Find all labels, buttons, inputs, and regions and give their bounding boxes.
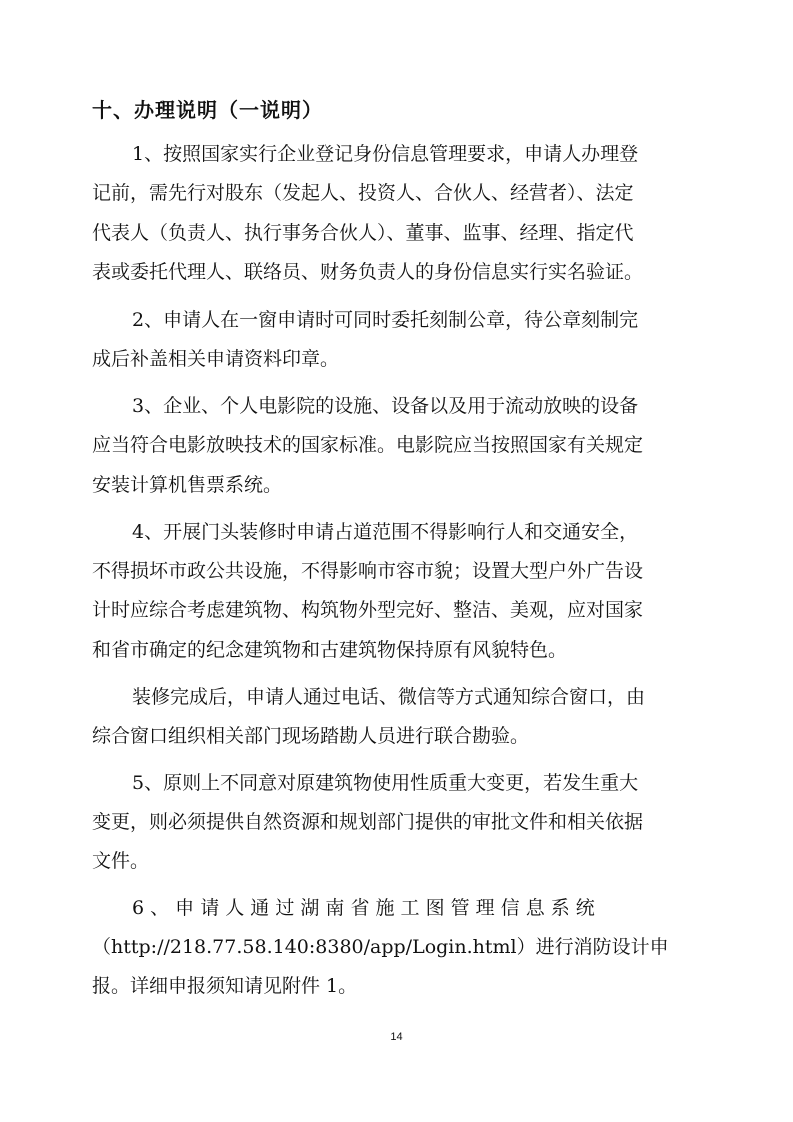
paragraph-line: 装修完成后，申请人通过电话、微信等方式通知综合窗口，由 — [132, 686, 646, 708]
paragraph-line: 表或委托代理人、联络员、财务负责人的身份信息实行实名验证。 — [92, 261, 644, 283]
paragraph-line: 安装计算机售票系统。 — [92, 474, 283, 496]
paragraph-line: 2、申请人在一窗申请时可同时委托刻制公章，待公章刻制完 — [132, 309, 639, 331]
paragraph-line: 6 、 申 请 人 通 过 湖 南 省 施 工 图 管 理 信 息 系 统 — [132, 897, 595, 919]
paragraph-line: 3、企业、个人电影院的设施、设备以及用于流动放映的设备 — [132, 395, 639, 417]
paragraph-line: 计时应综合考虑建筑物、构筑物外型完好、整洁、美观，应对国家 — [92, 599, 644, 621]
paragraph-line: 1、按照国家实行企业登记身份信息管理要求，申请人办理登 — [132, 143, 639, 165]
paragraph-line: 代表人（负责人、执行事务合伙人）、董事、监事、经理、指定代 — [92, 222, 634, 244]
paragraph-line: 报。详细申报须知请见附件 1。 — [92, 975, 358, 997]
section-heading: 十、办理说明（一说明） — [92, 98, 323, 122]
paragraph-line: 5、原则上不同意对原建筑物使用性质重大变更，若发生重大 — [132, 772, 639, 794]
paragraph-line: 文件。 — [92, 850, 150, 872]
paragraph-line: 成后补盖相关申请资料印章。 — [92, 348, 340, 370]
paragraph-line: （http://218.77.58.140:8380/app/Login.html）进行消防设计申 — [92, 936, 669, 958]
paragraph-line: 变更，则必须提供自然资源和规划部门提供的审批文件和相关依据 — [92, 811, 644, 833]
paragraph-line: 4、开展门头装修时申请占道范围不得影响行人和交通安全， — [132, 521, 639, 543]
page-number: 14 — [390, 1031, 403, 1043]
paragraph-line: 和省市确定的纪念建筑物和古建筑物保持原有风貌特色。 — [92, 639, 568, 661]
paragraph-line: 记前，需先行对股东（发起人、投资人、合伙人、经营者）、法定 — [92, 182, 634, 204]
paragraph-line: 应当符合电影放映技术的国家标准。电影院应当按照国家有关规定 — [92, 434, 644, 456]
paragraph-line: 不得损坏市政公共设施，不得影响市容市貌；设置大型户外广告设 — [92, 560, 644, 582]
paragraph-line: 综合窗口组织相关部门现场踏勘人员进行联合勘验。 — [92, 725, 530, 747]
